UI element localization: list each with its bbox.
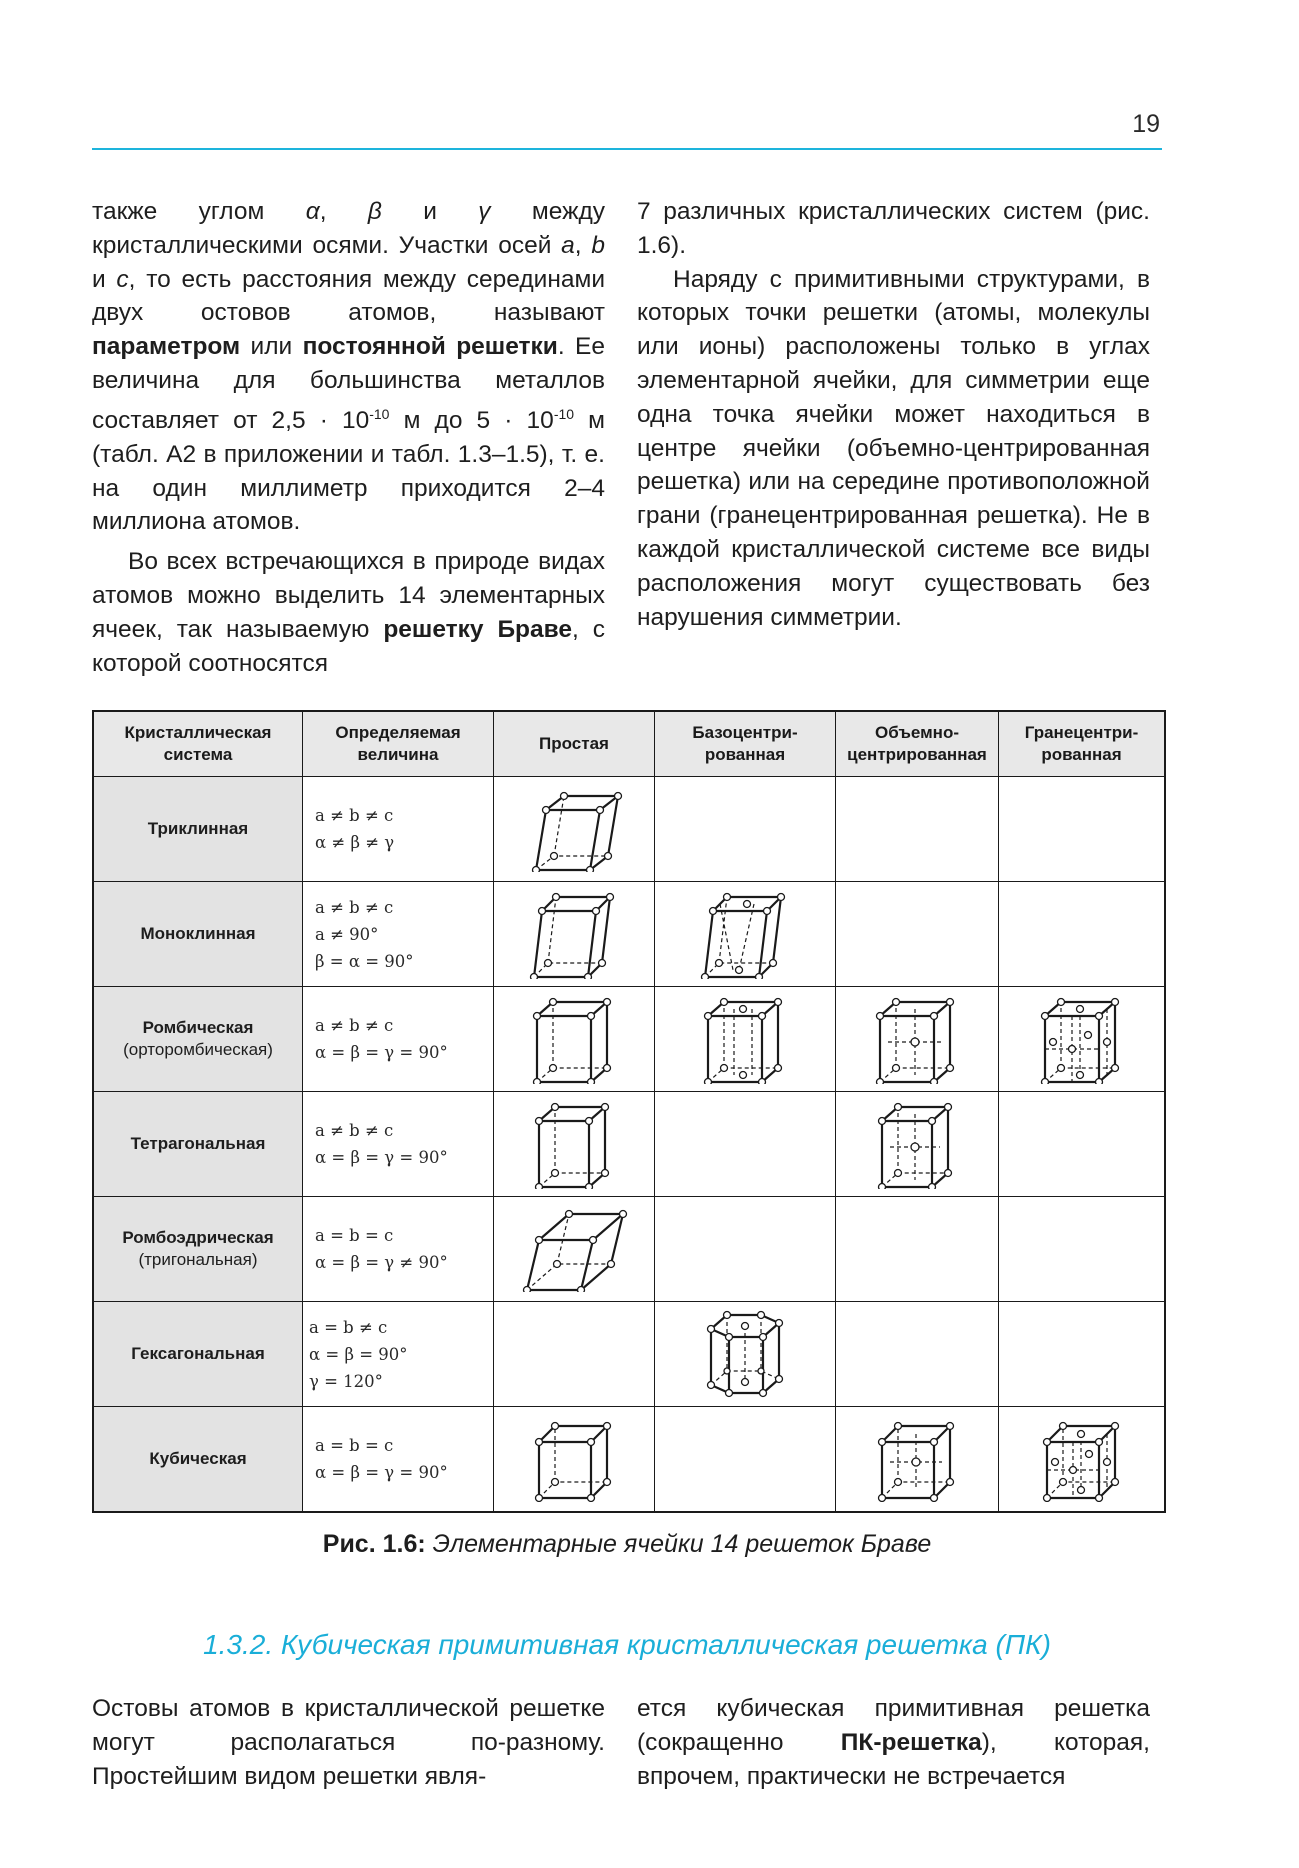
orthorhombic-body-cell-diagram — [872, 994, 962, 1084]
lattice-base-centered — [655, 987, 836, 1092]
lattice-face-centered — [999, 882, 1166, 987]
figure-caption — [92, 1530, 1162, 1559]
header-face-centered: Гранецентри-рованная — [999, 711, 1166, 777]
header-body-centered: Объемно-центрированная — [836, 711, 999, 777]
lattice-body-centered — [836, 777, 999, 882]
page-number: 19 — [1132, 110, 1160, 138]
lattice-face-centered — [999, 1302, 1166, 1407]
table-row — [93, 1092, 1165, 1197]
paragraph-crystal-systems: 7 различных кристаллических систем (рис. 1.6). — [637, 198, 1150, 259]
parameters: a = b = c α = β = γ ≠ 90° — [303, 1197, 494, 1302]
term-lattice-constant: постоянной решетки — [302, 333, 558, 361]
lattice-body-centered — [836, 987, 999, 1092]
parameters: a ≠ b ≠ c α = β = γ = 90° — [303, 1092, 494, 1197]
term-bravais-lattice: решетку Браве — [383, 615, 573, 643]
bottom-right-column — [637, 1692, 1150, 1793]
term-parameter: параметром — [92, 333, 241, 361]
left-column — [92, 195, 605, 680]
header-rule — [92, 148, 1162, 150]
monoclinic-base-cell-diagram — [695, 889, 795, 979]
table-row — [93, 1407, 1165, 1512]
parameters: a ≠ b ≠ c α ≠ β ≠ γ — [303, 777, 494, 882]
parameters: a = b = c α = β = γ = 90° — [303, 1407, 494, 1512]
lattice-base-centered — [655, 1092, 836, 1197]
monoclinic-simple-cell-diagram — [524, 889, 624, 979]
lattice-simple — [494, 1092, 655, 1197]
system-name: Тетрагональная — [93, 1092, 303, 1197]
system-name: Моноклинная — [93, 882, 303, 987]
table-row — [93, 777, 1165, 882]
figure-label: Рис. 1.6: — [322, 1530, 426, 1558]
system-name: Кубическая — [93, 1407, 303, 1512]
lattice-body-centered — [836, 1092, 999, 1197]
lattice-face-centered — [999, 777, 1166, 882]
orthorhombic-simple-cell-diagram — [529, 994, 619, 1084]
lattice-base-centered — [655, 777, 836, 882]
lattice-base-centered — [655, 1407, 836, 1512]
paragraph-atom-cores: Остовы атомов в кристаллической решетке могут располагаться по-разному. Простейшим видом решетки явля- — [92, 1695, 605, 1790]
cubic-body-cell-diagram — [874, 1416, 960, 1502]
right-column — [637, 195, 1150, 634]
cubic-simple-cell-diagram — [531, 1416, 617, 1502]
lattice-body-centered — [836, 1407, 999, 1512]
lattice-face-centered — [999, 1407, 1166, 1512]
tetragonal-body-cell-diagram — [872, 1099, 962, 1189]
lattice-simple — [494, 1407, 655, 1512]
lattice-face-centered — [999, 987, 1166, 1092]
system-name: Ромбическая (орторомбическая) — [93, 987, 303, 1092]
system-name: Триклинная — [93, 777, 303, 882]
term-sc-lattice: ПК-решетка — [840, 1728, 982, 1756]
parameters: a ≠ b ≠ c a ≠ 90° β = α = 90° — [303, 882, 494, 987]
lattice-base-centered — [655, 1302, 836, 1407]
lattice-simple — [494, 1197, 655, 1302]
system-name: Ромбоэдрическая (тригональная) — [93, 1197, 303, 1302]
lattice-face-centered — [999, 1197, 1166, 1302]
bottom-left-column — [92, 1692, 605, 1793]
paragraph-sc-lattice: ется кубическая примитивная решетка (сокращенно ПК-решетка), которая, впрочем, практически не встречается — [637, 1695, 1150, 1790]
paragraph-bravais: Во всех встречающихся в природе видах атомов можно выделить 14 элементарных ячеек, так называемую решетку Браве, с которой соотносятся — [92, 548, 605, 677]
cubic-face-cell-diagram — [1039, 1416, 1125, 1502]
table-header-row — [93, 711, 1165, 777]
lattice-body-centered — [836, 1302, 999, 1407]
header-parameter: Определяемая величина — [303, 711, 494, 777]
table-row — [93, 1197, 1165, 1302]
table-row — [93, 987, 1165, 1092]
lattice-base-centered — [655, 1197, 836, 1302]
section-heading: 1.3.2. Кубическая примитивная кристаллическая решетка (ПК) — [203, 1629, 1051, 1660]
lattice-simple — [494, 1302, 655, 1407]
tetragonal-simple-cell-diagram — [529, 1099, 619, 1189]
lattice-base-centered — [655, 882, 836, 987]
orthorhombic-face-cell-diagram — [1037, 994, 1127, 1084]
lattice-body-centered — [836, 1197, 999, 1302]
table-row — [93, 1302, 1165, 1407]
lattice-face-centered — [999, 1092, 1166, 1197]
header-simple: Простая — [494, 711, 655, 777]
bravais-lattice-table — [92, 710, 1166, 1513]
header-base-centered: Базоцентри-рованная — [655, 711, 836, 777]
parameters: a ≠ b ≠ c α = β = γ = 90° — [303, 987, 494, 1092]
header-system: Кристаллическая система — [93, 711, 303, 777]
figure-caption-text: Элементарные ячейки 14 решеток Браве — [425, 1530, 932, 1558]
orthorhombic-base-cell-diagram — [700, 994, 790, 1084]
parameters: a = b ≠ c α = β = 90° γ = 120° — [303, 1302, 494, 1407]
lattice-body-centered — [836, 882, 999, 987]
lattice-simple — [494, 882, 655, 987]
system-name: Гексагональная — [93, 1302, 303, 1407]
triclinic-simple-cell-diagram — [524, 786, 624, 872]
lattice-simple — [494, 987, 655, 1092]
lattice-simple — [494, 777, 655, 882]
paragraph-lattice-parameter: также углом α, β и γ между кристаллическими осями. Участки осей a, b и c, то есть расстояния между серединами двух остовов атомов, называют параметром или постоянной решетки. Ее величина для большинства металлов составляет от $2,5 \cdot 10^{-10}$ м до $5 \cdot 10^{-10}$ м (табл. А2 в приложении и табл. 1.3–1.5), т. е. на один миллиметр приходится 2–4 миллиона атомов. — [92, 198, 605, 536]
hexagonal-base-cell-diagram — [705, 1307, 785, 1401]
rhombohedral-simple-cell-diagram — [519, 1206, 629, 1292]
paragraph-centering: Наряду с примитивными структурами, в которых точки решетки (атомы, молекулы или ионы) расположены только в углах элементарной ячейки, для симметрии еще одна точка ячейки может находиться в центре ячейки (объемно-центрированная решетка) или на середине противоположной грани (гранецентрированная решетка). Не в каждой кристаллической системе все виды расположения могут существовать без нарушения симметрии. — [637, 265, 1150, 631]
table-row — [93, 882, 1165, 987]
